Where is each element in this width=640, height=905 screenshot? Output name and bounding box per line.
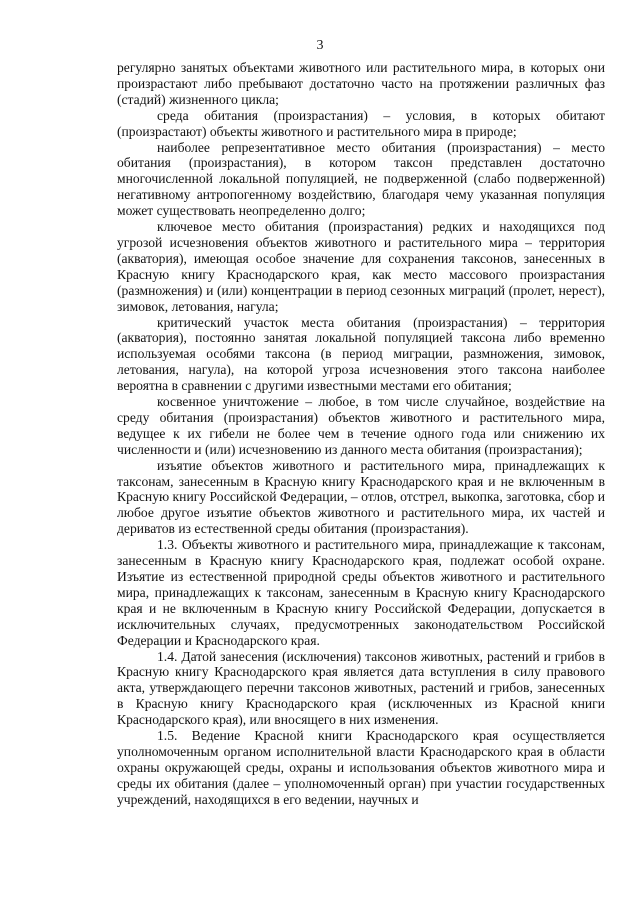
paragraph-clause-1-4: 1.4. Датой занесения (исключения) таксонов животных, растений и грибов в Красную книгу Краснодарского края является дата вступления в силу правового акта, утверждающего перечни таксонов животных, растений и грибов, занесенных в Красную книгу Краснодарского края (исключенных из Красной книги Краснодарского края), или вносящего в них изменения. xyxy=(117,648,605,728)
paragraph-definition-representative-habitat: наиболее репрезентативное место обитания (произрастания) – место обитания (произрастания), в котором таксон представлен достаточно многочисленной локальной популяцией, не подверженной (слабо подверженной) негативному антропогенному воздействию, благодаря чему указанная популяция может существовать неопределенно долго; xyxy=(117,139,605,219)
paragraph-clause-1-5: 1.5. Ведение Красной книги Краснодарского края осуществляется уполномоченным органом исполнительной власти Краснодарского края в области охраны окружающей среды, охраны и использования объектов животного мира и среды их обитания (далее – уполномоченный орган) при участии государственных учреждений, находящихся в его ведении, научных и xyxy=(117,728,605,807)
paragraph-continuation: регулярно занятых объектами животного или растительного мира, в которых они произрастают либо пребывают достаточно часто на протяжении различных фаз (стадий) жизненного цикла; xyxy=(117,60,605,107)
paragraph-clause-1-3: 1.3. Объекты животного и растительного мира, принадлежащие к таксонам, занесенным в Красную книгу Краснодарского края, подлежат особой охране. Изъятие из естественной природной среды объектов животного и растительного мира, принадлежащих к таксонам, занесенным в Красную книгу Краснодарского края и не включенным в Красную книгу Российской Федерации, допускается в исключительных случаях, предусмотренных законодательством Российской Федерации и Краснодарского края. xyxy=(117,537,605,648)
paragraph-definition-withdrawal: изъятие объектов животного и растительного мира, принадлежащих к таксонам, занесенным в Красную книгу Краснодарского края и не включенным в Красную книгу Российской Федерации, – отлов, отстрел, выкопка, заготовка, сбор и любое другое изъятие объектов животного и растительного мира, их частей и дериватов из естественной среды обитания (произрастания). xyxy=(117,457,605,537)
paragraph-definition-habitat: среда обитания (произрастания) – условия, в которых обитают (произрастают) объекты животного и растительного мира в природе; xyxy=(117,107,605,139)
paragraph-definition-critical-area: критический участок места обитания (произрастания) – территория (акватория), постоянно занятая локальной популяцией таксона либо временно используемая особями таксона (в период миграции, размножения, зимовок, летования, нагула), на которой угроза исчезновения этого таксона наиболее вероятна в сравнении с другими известными местами его обитания; xyxy=(117,314,605,394)
paragraph-definition-indirect-destruction: косвенное уничтожение – любое, в том числе случайное, воздействие на среду обитания (произрастания) объектов животного и растительного мира, ведущее к их гибели не более чем в течение одного года или снижению их численности и (или) исчезновению из данного места обитания (произрастания); xyxy=(117,394,605,457)
paragraph-definition-key-habitat: ключевое место обитания (произрастания) редких и находящихся под угрозой исчезновения объектов животного и растительного мира – территория (акватория), имеющая особое значение для сохранения таксонов, занесенных в Красную книгу Краснодарского края, как место массового произрастания (размножения) и (или) концентрации в период сезонных миграций (пролет, нерест), зимовок, летования, нагула; xyxy=(117,219,605,314)
page-number: 3 xyxy=(316,38,324,53)
document-body xyxy=(117,60,605,808)
